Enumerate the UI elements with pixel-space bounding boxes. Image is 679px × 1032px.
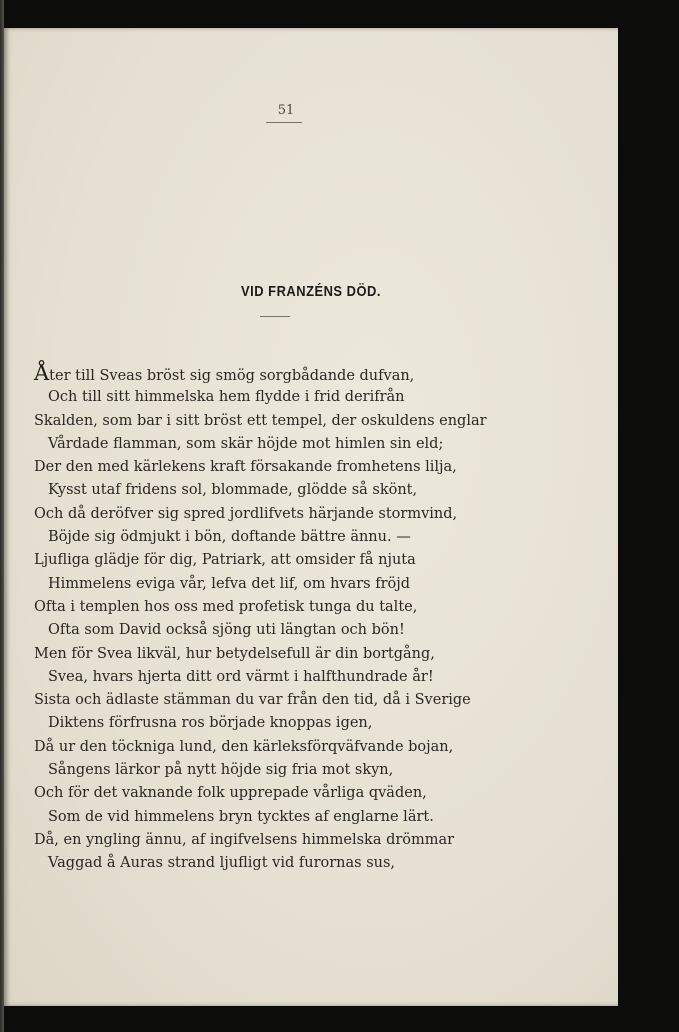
poem-line: Och då deröfver sig spred jordlifvets härjande stormvind, (34, 505, 458, 522)
poem-body (34, 363, 594, 876)
poem-line: Svea, hvars hjerta ditt ord värmt i halfthundrade år! (48, 668, 434, 685)
page-number: 51 (277, 103, 295, 118)
page-number-rule (266, 122, 302, 123)
poem-line: Som de vid himmelens bryn tycktes af englarne lärt. (48, 808, 434, 825)
book-page (4, 28, 618, 1006)
poem-line: Sista och ädlaste stämman du var från den tid, då i Sverige (34, 692, 471, 709)
drop-cap: Å (34, 361, 50, 385)
poem-line: Ofta som David också sjöng uti längtan och bön! (48, 622, 405, 639)
poem-line: Sångens lärkor på nytt höjde sig fria mot skyn, (48, 762, 394, 779)
poem-line: Ljufliga glädje för dig, Patriark, att omsider få njuta (34, 552, 416, 569)
poem-line: Då ur den töckniga lund, den kärleksförqväfvande bojan, (34, 738, 454, 755)
poem-line-text: ter till Sveas bröst sig smög sorgbådande dufvan, (49, 368, 415, 384)
poem-line: Vaggad å Auras strand ljufligt vid furornas sus, (48, 855, 396, 872)
poem-line: Men för Svea likväl, hur betydelsefull är din bortgång, (34, 645, 435, 662)
poem-line: Skalden, som bar i sitt bröst ett tempel, der oskuldens englar (34, 412, 487, 429)
poem-line: Och till sitt himmelska hem flydde i frid derifrån (48, 389, 405, 406)
poem-line: Kysst utaf fridens sol, blommade, glödde så skönt, (48, 482, 418, 499)
title-rule (260, 316, 290, 317)
poem-line: Då, en yngling ännu, af ingifvelsens himmelska drömmar (34, 831, 455, 848)
poem-line: Himmelens eviga vår, lefva det lif, om hvars fröjd (48, 575, 411, 592)
poem-line: Ofta i templen hos oss med profetisk tunga du talte, (34, 598, 418, 615)
poem-line: Och för det vaknande folk upprepade vårliga qväden, (34, 785, 427, 802)
poem-title: VID FRANZÉNS DÖD. (241, 283, 381, 300)
poem-line-first (34, 363, 594, 386)
poem-line: Vårdade flamman, som skär höjde mot himlen sin eld; (48, 435, 444, 452)
poem-line: Diktens förfrusna ros började knoppas igen, (48, 715, 373, 732)
poem-line: Der den med kärlekens kraft försakande fromhetens lilja, (34, 459, 457, 476)
poem-line: Böjde sig ödmjukt i bön, doftande bättre ännu. — (48, 529, 411, 546)
